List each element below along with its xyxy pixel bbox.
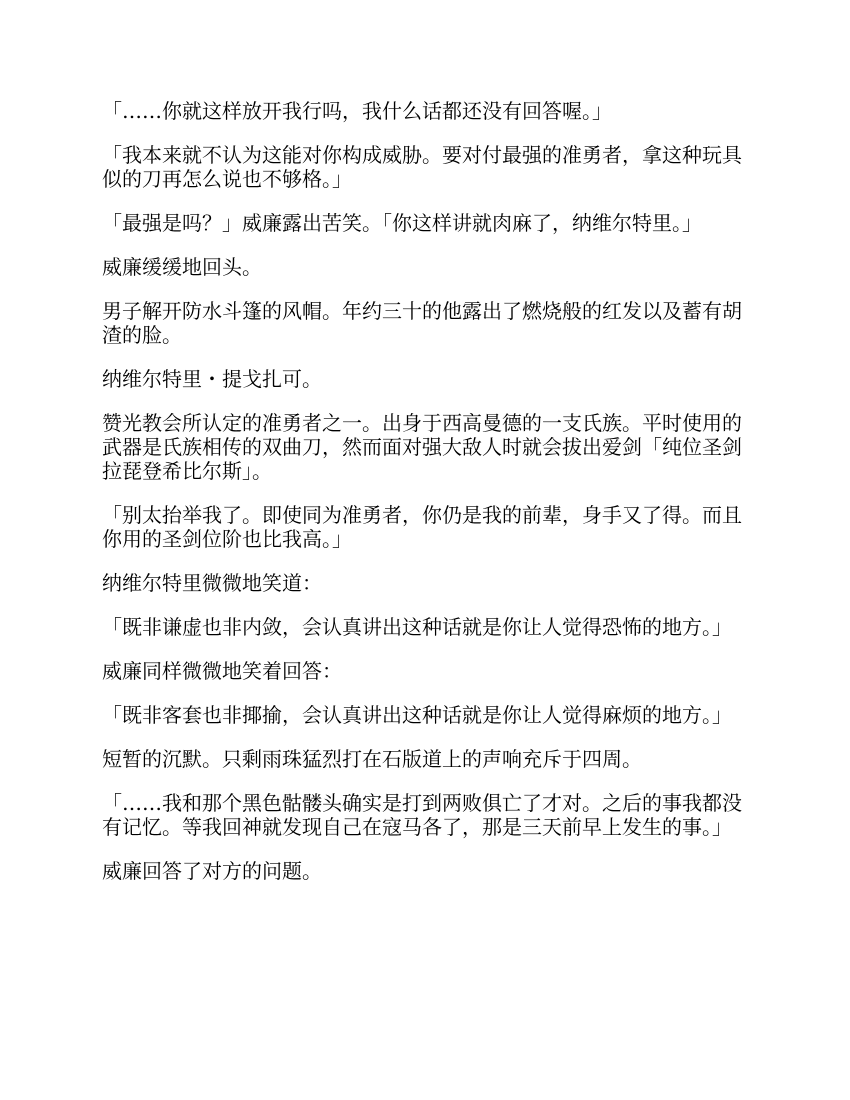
- body-text: [102, 99, 752, 903]
- paragraph: 赞光教会所认定的准勇者之一。出身于西高曼德的一支氏族。平时使用的武器是氏族相传的双曲刀，然而面对强大敌人时就会拔出爱剑「纯位圣剑拉琵登希比尔斯」。: [102, 411, 742, 483]
- paragraph: 纳维尔特里・提戈扎可。: [102, 367, 322, 391]
- paragraph: 「我本来就不认为这能对你构成威胁。要对付最强的准勇者，拿这种玩具似的刀再怎么说也不够格。」: [102, 143, 742, 191]
- paragraph: 男子解开防水斗篷的风帽。年约三十的他露出了燃烧般的红发以及蓄有胡渣的脸。: [102, 299, 742, 347]
- paragraph: 威廉回答了对方的问题。: [102, 859, 322, 883]
- paragraph: 「既非谦虚也非内敛，会认真讲出这种话就是你让人觉得恐怖的地方。」: [102, 615, 732, 639]
- paragraph: 「……我和那个黑色骷髅头确实是打到两败俱亡了才对。之后的事我都没有记忆。等我回神就发现自己在寇马各了，那是三天前早上发生的事。」: [102, 791, 742, 839]
- paragraph: 「……你就这样放开我行吗，我什么话都还没有回答喔。」: [102, 99, 612, 123]
- paragraph: 威廉同样微微地笑着回答：: [102, 659, 342, 683]
- paragraph: 「既非客套也非揶揄，会认真讲出这种话就是你让人觉得麻烦的地方。」: [102, 703, 732, 727]
- paragraph: 纳维尔特里微微地笑道：: [102, 571, 322, 595]
- paragraph: 短暂的沉默。只剩雨珠猛烈打在石版道上的声响充斥于四周。: [102, 747, 642, 771]
- paragraph: 威廉缓缓地回头。: [102, 255, 262, 279]
- paragraph: 「最强是吗？」威廉露出苦笑。「你这样讲就肉麻了，纳维尔特里。」: [102, 211, 702, 235]
- paragraph: 「别太抬举我了。即使同为准勇者，你仍是我的前辈，身手又了得。而且你用的圣剑位阶也比我高。」: [102, 503, 742, 551]
